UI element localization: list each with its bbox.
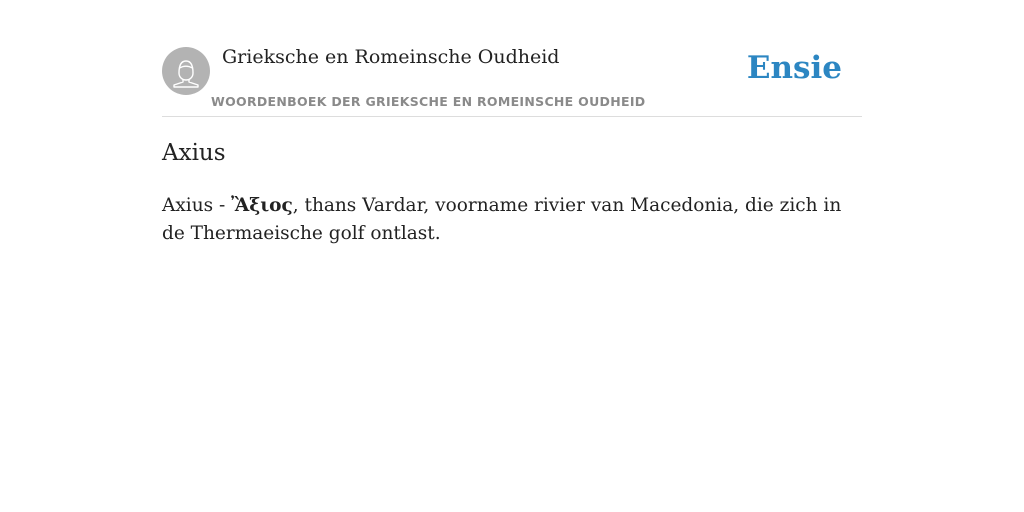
greek-term: Ἂξιος xyxy=(231,195,293,216)
brand-logo[interactable]: Ensie xyxy=(746,50,842,86)
entry-title: Axius xyxy=(162,140,226,166)
entry-text: , thans Vardar, voorname rivier van Macedonia, die zich in de Thermaeische golf ontlast. xyxy=(162,195,842,244)
source-header xyxy=(162,46,862,117)
source-title-link[interactable]: Grieksche en Romeinsche Oudheid xyxy=(222,46,560,68)
source-subtitle-link[interactable]: WOORDENBOEK DER GRIEKSCHE EN ROMEINSCHE OUDHEID xyxy=(211,94,646,109)
entry-body xyxy=(162,192,862,248)
entry-lead: Axius - xyxy=(162,195,232,216)
user-silhouette-icon[interactable] xyxy=(162,47,210,95)
